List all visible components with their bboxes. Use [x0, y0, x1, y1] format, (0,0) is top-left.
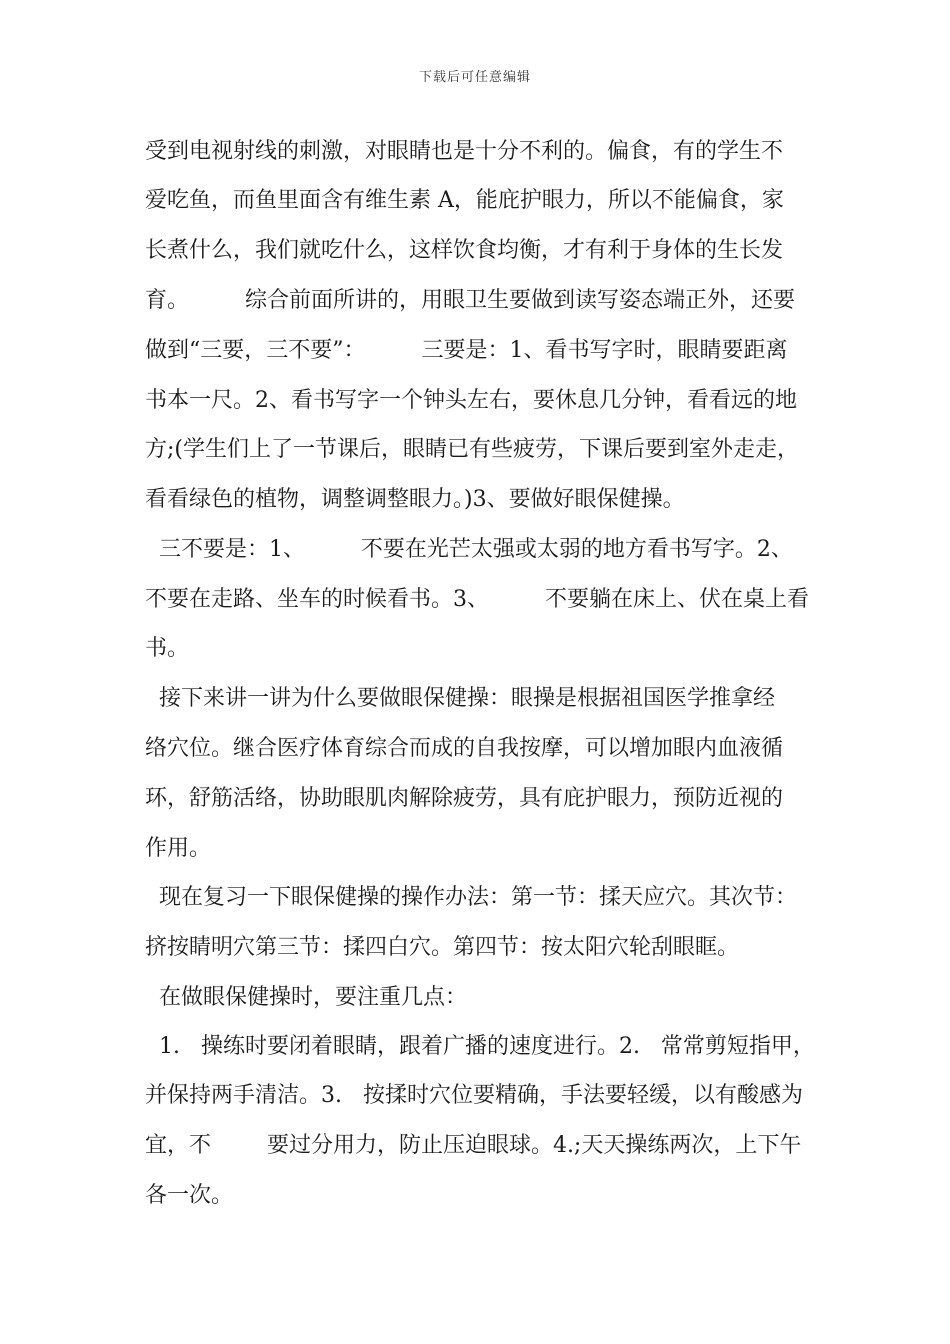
body-line: 现在复习一下眼保健操的操作办法：第一节：揉天应穴。其次节：: [145, 885, 797, 910]
body-line: 看看绿色的植物，调整调整眼力。)3、要做好眼保健操。: [145, 487, 685, 512]
body-line: 接下来讲一讲为什么要做眼保健操：眼操是根据祖国医学推拿经: [145, 686, 775, 711]
body-line: 方;(学生们上了一节课后，眼睛已有些疲劳，下课后要到室外走走，: [145, 437, 799, 462]
body-line: 作用。: [145, 836, 212, 861]
body-line: 长煮什么，我们就吃什么，这样饮食均衡，才有利于身体的生长发: [145, 238, 784, 263]
body-line: 书。: [145, 636, 190, 661]
body-line: 宜，不 要过分用力，防止压迫眼球。4.;天天操练两次，上下午: [145, 1133, 802, 1158]
body-line: 环，舒筋活络，协助眼肌肉解除疲劳，具有庇护眼力，预防近视的: [145, 786, 784, 811]
body-line: 络穴位。继合医疗体育综合而成的自我按摩，可以增加眼内血液循: [145, 736, 784, 761]
body-line: 各一次。: [145, 1183, 234, 1208]
body-line: 受到电视射线的刺激，对眼睛也是十分不利的。偏食，有的学生不: [145, 139, 784, 164]
body-line: 做到“三要，三不要”： 三要是：1、看书写字时，眼睛要距离: [145, 338, 788, 363]
body-line: 挤按睛明穴第三节：揉四白穴。第四节：按太阳穴轮刮眼眶。: [145, 935, 740, 960]
body-line: 1. 操练时要闭着眼睛，跟着广播的速度进行。2. 常常剪短指甲，: [145, 1034, 815, 1059]
body-line: 三不要是：1、 不要在光芒太强或太弱的地方看书写字。2、: [145, 537, 793, 562]
body-line: 爱吃鱼，而鱼里面含有维生素 A，能庇护眼力，所以不能偏食，家: [145, 188, 784, 213]
body-line: 并保持两手清洁。3. 按揉时穴位要精确，手法要轻缓，以有酸感为: [145, 1083, 803, 1108]
body-line: 不要在走路、坐车的时候看书。3、 不要躺在床上、伏在桌上看: [145, 587, 809, 612]
body-line: 在做眼保健操时，要注重几点：: [145, 985, 467, 1010]
body-line: 书本一尺。2、看书写字一个钟头左右，要休息几分钟，看看远的地: [145, 388, 797, 413]
page-header: 下载后可任意编辑: [418, 70, 531, 85]
body-line: 育。 综合前面所讲的，用眼卫生要做到读写姿态端正外，还要: [145, 288, 795, 313]
